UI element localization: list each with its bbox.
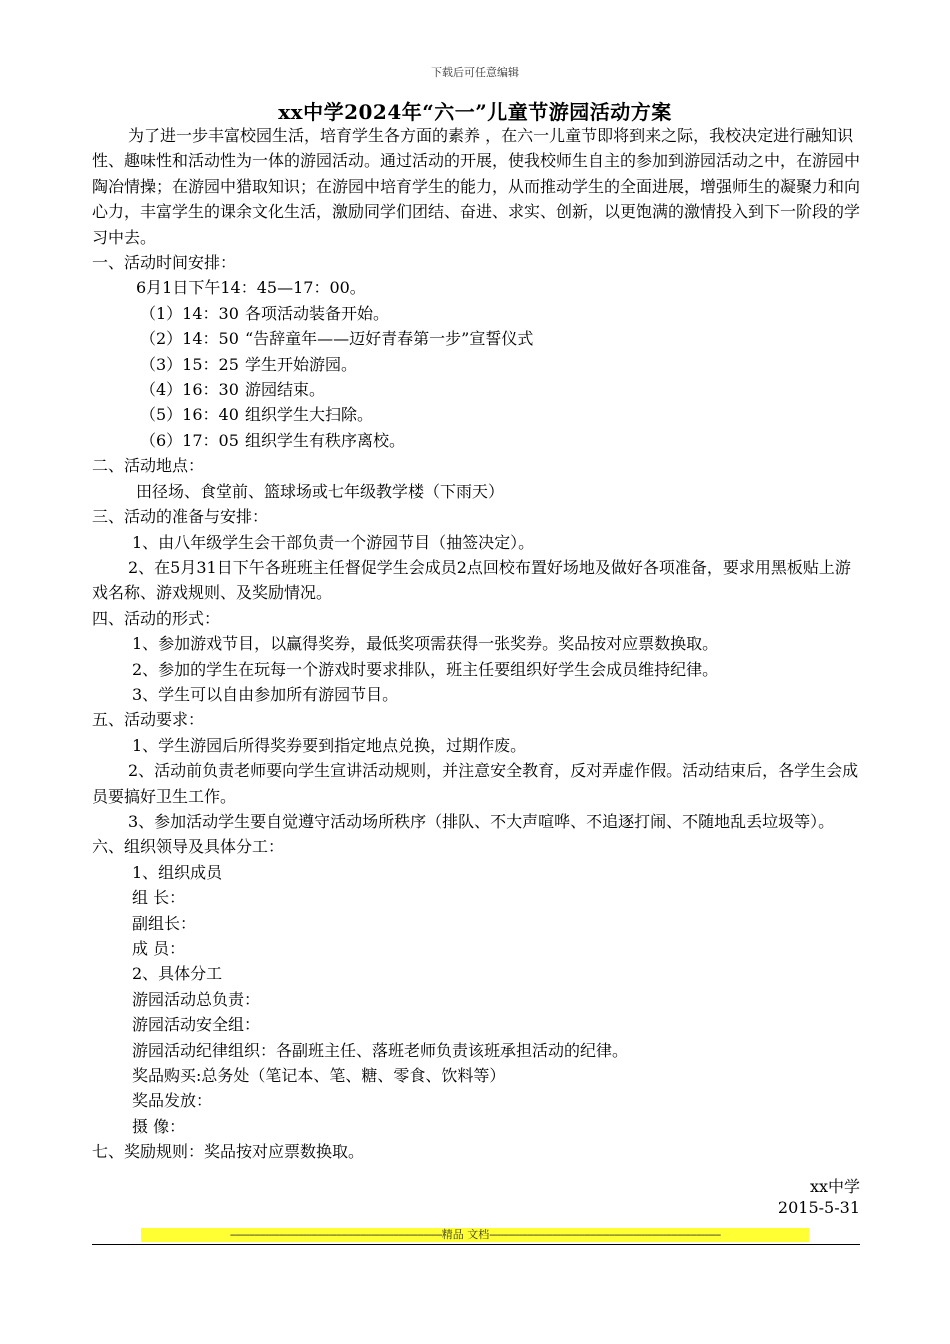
schedule-item [92, 402, 860, 427]
intro-paragraph: 为了进一步丰富校园生活，培育学生各方面的素养 ，在六一儿童节即将到来之际，我校决定进行融知识性、趣味性和活动性为一体的游园活动。通过活动的开展，使我校师生自主的参加到游园活动之中，在游园中陶冶情操；在游园中猎取知识；在游园中培育学生的能力，从而推动学生的全面进展，增强师生的凝聚力和向心力，丰富学生的课余文化生活，激励同学们团结、奋进、求实、创新，以更饱满的激情投入到下一阶段的学习中去。 [92, 126, 861, 247]
section1-date: 6月1日下午14：45—17：00。 [136, 278, 366, 298]
schedule-item [92, 428, 860, 453]
section6-leader: 组 长： [132, 888, 186, 908]
footer-label: 精品 文档 [441, 1228, 490, 1241]
schedule-time: （1）14：30 [140, 303, 239, 323]
section6-heading: 六、组织领导及具体分工： [92, 837, 285, 857]
section5-item: 1、学生游园后所得奖券要到指定地点兑换，过期作废。 [132, 735, 527, 755]
schedule-time: （3）15：25 [140, 354, 239, 374]
section4-heading: 四、活动的形式： [92, 608, 221, 628]
section6-deputy: 副组长： [132, 913, 197, 933]
section4-item: 1、参加游戏节目，以赢得奖券，最低奖项需获得一张奖券。奖品按对应票数换取。 [132, 634, 719, 654]
section3-item: 1、由八年级学生会干部负责一个游园节目（抽签决定）。 [132, 532, 535, 552]
schedule-time: （2）14：50 [140, 329, 239, 349]
section3-item: 2、在5月31日下午各班班主任督促学生会成员2点回校布置好场地及做好各项准备，要求用黑板贴上游戏名称、游戏规则、及奖励情况。 [92, 557, 851, 603]
schedule-event: 游园结束。 [245, 380, 326, 400]
schedule-event: “告辞童年——迈好青春第一步”宣誓仪式 [245, 329, 534, 349]
schedule-time: （4）16：30 [140, 380, 239, 400]
section4-item: 3、学生可以自由参加所有游园节目。 [132, 684, 399, 704]
section2-heading: 二、活动地点： [92, 456, 205, 476]
schedule-item [92, 377, 860, 402]
schedule-event: 学生开始游园。 [245, 354, 358, 374]
footer-highlight-band [141, 1228, 809, 1242]
section6-sub1: 1、组织成员 [132, 862, 223, 882]
document-body [92, 123, 860, 1165]
section4-item: 2、参加的学生在玩每一个游戏时要求排队，班主任要组织好学生会成员维持纪律。 [132, 659, 719, 679]
schedule-time: （6）17：05 [140, 430, 239, 450]
section3-heading: 三、活动的准备与安排： [92, 507, 269, 527]
document-title: xx中学2024年“六一”儿童节游园活动方案 [278, 100, 672, 124]
duty-item: 游园活动安全组： [132, 1015, 261, 1035]
section6-members: 成 员： [132, 939, 186, 958]
signature-org: xx中学 [809, 1177, 860, 1196]
section2-text: 田径场、食堂前、篮球场或七年级教学楼（下雨天） [136, 481, 505, 501]
schedule-time: （5）16：40 [140, 405, 239, 425]
footer-dashes-left: ------------------------------------------------------------------------------ [229, 1228, 442, 1241]
schedule-event: 组织学生大扫除。 [245, 405, 374, 425]
footer-rule [92, 1244, 860, 1245]
schedule-event: 各项活动装备开始。 [245, 303, 390, 323]
section6-photo: 摄 像： [132, 1116, 186, 1136]
schedule-item [92, 352, 860, 377]
duty-item: 游园活动纪律组织：各副班主任、落班老师负责该班承担活动的纪律。 [132, 1040, 629, 1060]
section6-sub2: 2、具体分工 [132, 964, 223, 984]
schedule-item [92, 301, 860, 326]
header-note: 下载后可任意编辑 [431, 66, 519, 79]
duty-item: 奖品发放： [132, 1091, 213, 1111]
schedule-item [92, 326, 860, 351]
schedule-event: 组织学生有秩序离校。 [245, 430, 406, 450]
section5-heading: 五、活动要求： [92, 710, 205, 730]
section5-item: 2、活动前负责老师要向学生宣讲活动规则，并注意安全教育，反对弄虚作假。活动结束后，各学生会成员要搞好卫生工作。 [92, 761, 859, 806]
duty-item: 奖品购买:总务处（笔记本、笔、糖、零食、饮料等） [132, 1066, 506, 1086]
signature-date: 2015-5-31 [777, 1198, 860, 1217]
duty-item: 游园活动总负责： [132, 989, 261, 1009]
section7-heading: 七、奖励规则：奖品按对应票数换取。 [92, 1142, 365, 1162]
section1-heading: 一、活动时间安排： [92, 253, 237, 273]
section5-item: 3、参加活动学生要自觉遵守活动场所秩序（排队、不大声喧哗、不追逐打闹、不随地乱丢垃圾等）。 [128, 811, 835, 831]
footer-dashes-right: ------------------------------------------------------------------------------------- [489, 1228, 721, 1241]
